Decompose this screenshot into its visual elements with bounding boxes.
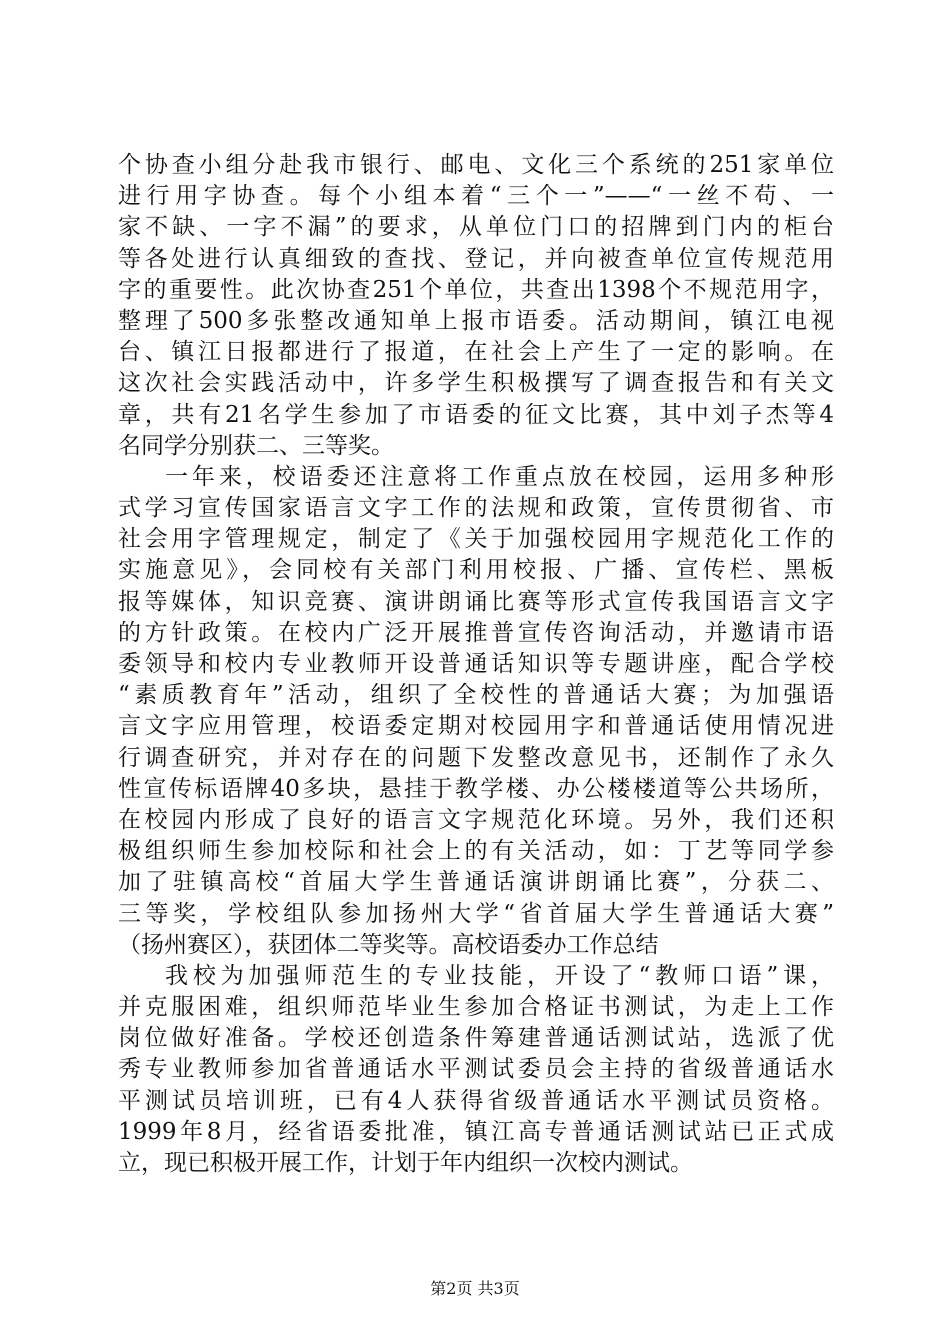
text-line: 岗位做好准备。学校还创造条件筹建普通话测试站，选派了优: [118, 1025, 834, 1052]
text-line: 这次社会实践活动中，许多学生积极撰写了调查报告和有关文: [118, 370, 834, 397]
text-line: 性宣传标语牌40多块，悬挂于教学楼、办公楼楼道等公共场所，: [118, 775, 834, 802]
text-line: 式学习宣传国家语言文字工作的法规和政策，宣传贯彻省、市: [118, 495, 834, 522]
text-line: 加了驻镇高校“首届大学生普通话演讲朗诵比赛”，分获二、: [118, 869, 834, 896]
text-line: 等各处进行认真细致的查找、登记，并向被查单位宣传规范用: [118, 245, 834, 272]
text-line: 字的重要性。此次协查251个单位，共查出1398个不规范用字，: [118, 276, 834, 303]
text-line: 极组织师生参加校际和社会上的有关活动，如：丁艺等同学参: [118, 838, 834, 865]
text-line: 一年来，校语委还注意将工作重点放在校园，运用多种形: [165, 463, 834, 490]
text-line: 进行用字协查。每个小组本着“三个一”——“一丝不苟、一: [118, 183, 834, 210]
text-line: 行调查研究，并对存在的问题下发整改意见书，还制作了永久: [118, 744, 834, 771]
text-line: 秀专业教师参加省普通话水平测试委员会主持的省级普通话水: [118, 1056, 834, 1083]
text-line: 社会用字管理规定，制定了《关于加强校园用字规范化工作的: [118, 526, 834, 553]
text-line: 言文字应用管理，校语委定期对校园用字和普通话使用情况进: [118, 713, 834, 740]
text-line: 我校为加强师范生的专业技能，开设了“教师口语”课，: [165, 962, 834, 989]
document-body: [118, 150, 834, 1179]
text-line: （扬州赛区），获团体二等奖等。高校语委办工作总结: [118, 931, 659, 958]
page-number-label: 第2页 共3页: [430, 1279, 520, 1298]
text-line: 整理了500多张整改通知单上报市语委。活动期间，镇江电视: [118, 307, 834, 334]
text-line: 个协查小组分赴我市银行、邮电、文化三个系统的251家单位: [118, 152, 834, 178]
text-line: “素质教育年”活动，组织了全校性的普通话大赛；为加强语: [118, 682, 834, 709]
text-line: 三等奖，学校组队参加扬州大学“省首届大学生普通话大赛”: [118, 900, 834, 927]
text-line: 委领导和校内专业教师开设普通话知识等专题讲座，配合学校: [118, 651, 834, 677]
text-line: 1999年8月，经省语委批准，镇江高专普通话测试站已正式成: [118, 1118, 834, 1145]
text-line: 实施意见》，会同校有关部门利用校报、广播、宣传栏、黑板: [118, 557, 834, 584]
text-line: 在校园内形成了良好的语言文字规范化环境。另外，我们还积: [118, 806, 834, 833]
text-line: 台、镇江日报都进行了报道，在社会上产生了一定的影响。在: [118, 339, 834, 366]
page-footer: [0, 1278, 950, 1300]
text-line: 家不缺、一字不漏”的要求，从单位门口的招牌到门内的柜台: [118, 214, 834, 241]
text-line: 平测试员培训班，已有4人获得省级普通话水平测试员资格。: [118, 1087, 834, 1114]
text-line: 的方针政策。在校内广泛开展推普宣传咨询活动，并邀请市语: [118, 619, 834, 646]
text-line: 名同学分别获二、三等奖。: [118, 432, 394, 459]
text-line: 章，共有21名学生参加了市语委的征文比赛，其中刘子杰等4: [118, 401, 834, 428]
text-line: 并克服困难，组织师范毕业生参加合格证书测试，为走上工作: [118, 994, 834, 1021]
paragraph-1: [118, 150, 834, 462]
paragraph-2: [118, 462, 834, 961]
paragraph-3: [118, 961, 834, 1179]
text-line: 报等媒体，知识竞赛、演讲朗诵比赛等形式宣传我国语言文字: [118, 588, 834, 615]
text-line: 立，现已积极开展工作，计划于年内组织一次校内测试。: [118, 1150, 693, 1176]
